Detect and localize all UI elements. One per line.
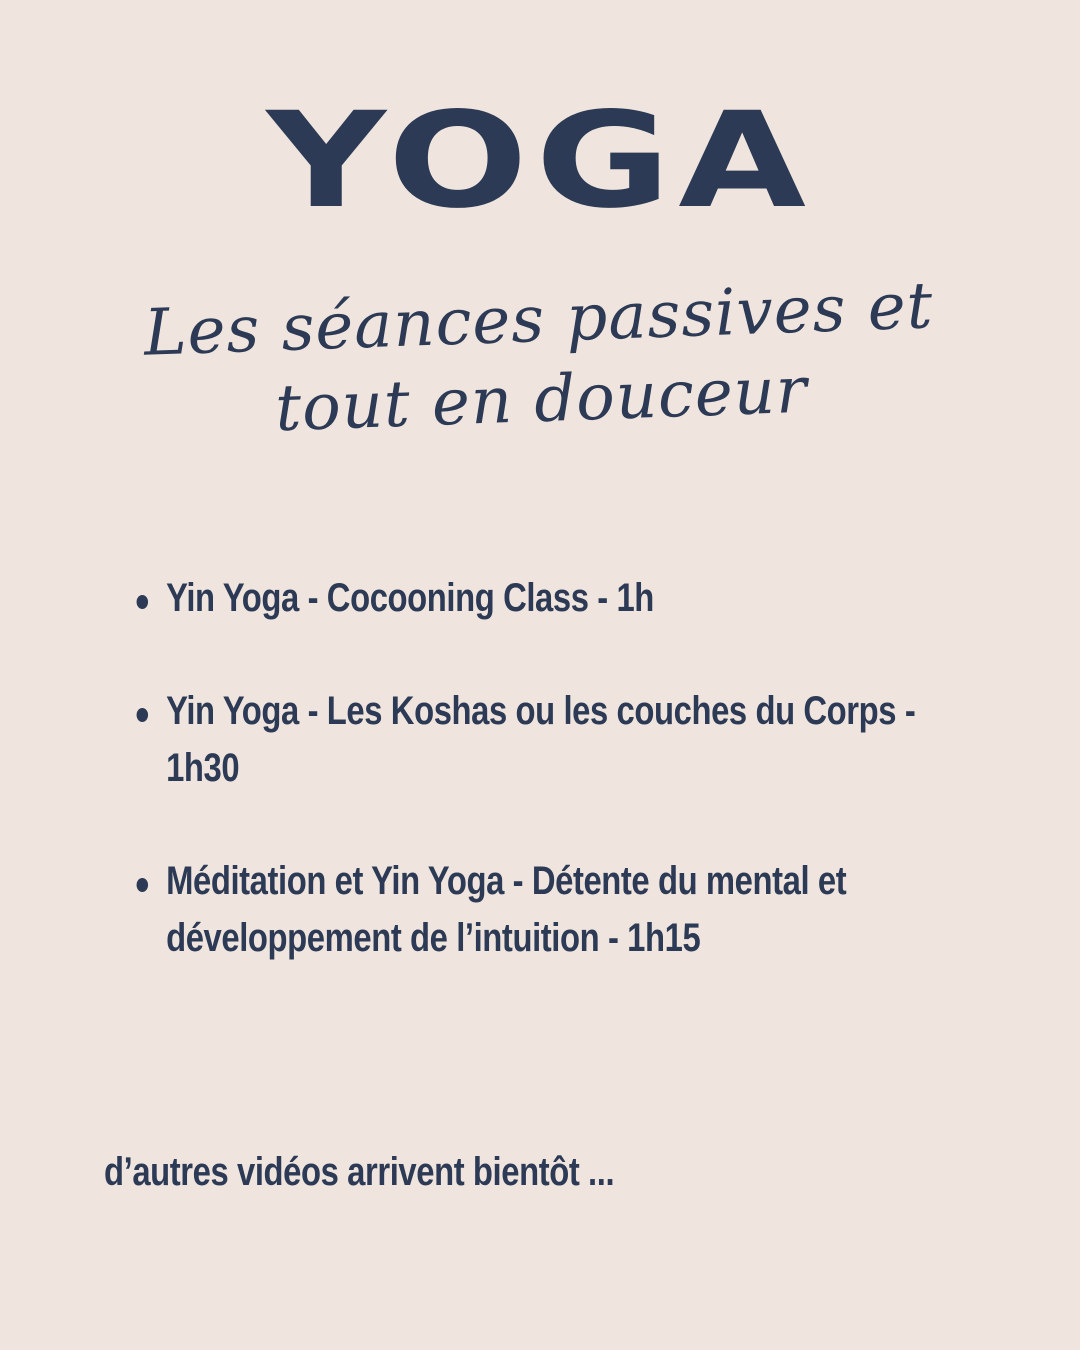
list-item: Méditation et Yin Yoga - Détente du mental et développement de l’intuition - 1h15: [130, 853, 994, 967]
list-item: Yin Yoga - Les Koshas ou les couches du Corps - 1h30: [130, 683, 994, 797]
page-title: YOGA: [266, 84, 814, 238]
subtitle-line-2: tout en douceur: [274, 353, 809, 447]
course-list: [130, 570, 1010, 1023]
list-item: Yin Yoga - Cocooning Class - 1h: [130, 570, 994, 627]
footer-note: d’autres vidéos arrivent bientôt ...: [104, 1150, 615, 1194]
subtitle: [137, 266, 942, 454]
subtitle-line-1: Les séances passives et: [142, 269, 935, 371]
